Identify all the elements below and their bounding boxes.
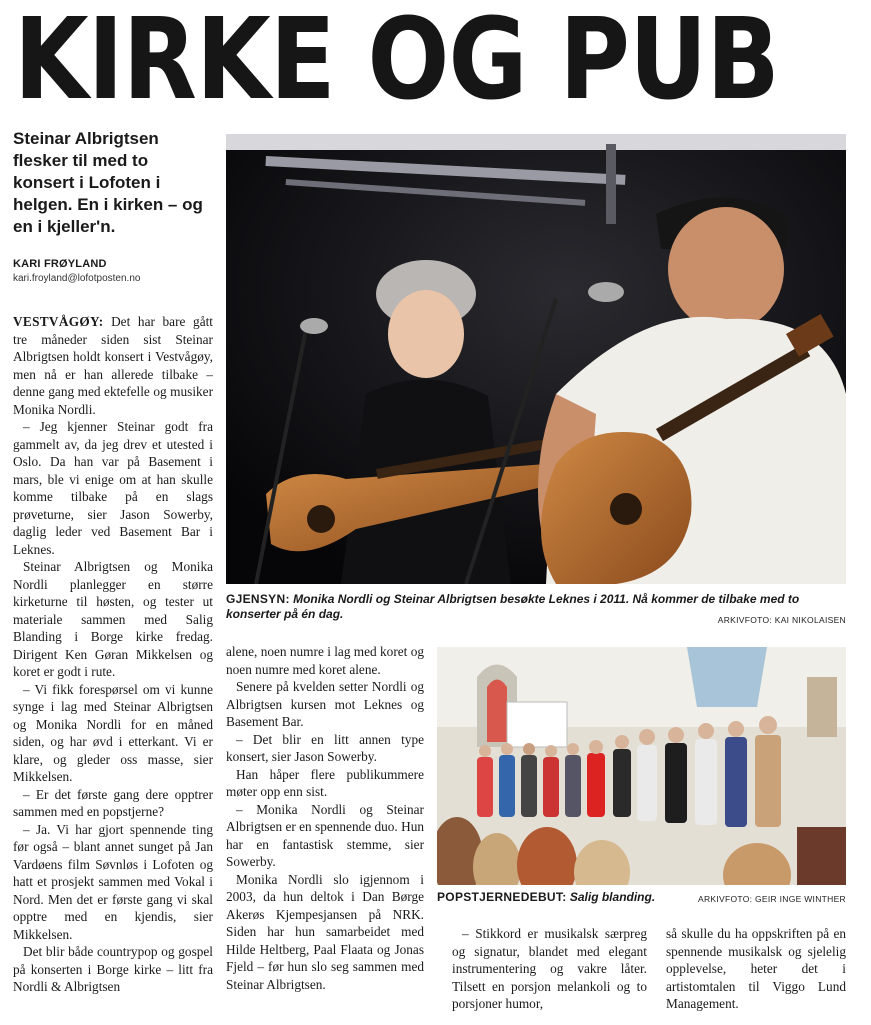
headline: KIRKE OG PUB bbox=[14, 0, 779, 125]
caption-kicker: POPSTJERNEDEBUT: bbox=[437, 890, 567, 904]
body-paragraph: – Monika Nordli og Steinar Albrigtsen er en spennende duo. Hun har en fantastisk stemme, sier Sowerby. bbox=[226, 801, 424, 869]
byline-email[interactable]: kari.froyland@lofotposten.no bbox=[13, 273, 141, 284]
body-paragraph: – Ja. Vi har gjort spennende ting før også – blant annet sunget på Jan Vardøens film Søvnløs i Lofoten og hatt et prosjekt sammen med Vokal i Nord. Men det er første gang vi skal opptre med en kjendis, sier Mikkelsen. bbox=[13, 821, 213, 942]
body-paragraph: – Vi fikk forespørsel om vi kunne synge i lag med Steinar Albrigtsen og Monika Nordli for en måned siden, og har øvd i etterkant. Vi er klare, og gleder oss masse, sier Mikkelsen. bbox=[13, 681, 213, 784]
caption-text: Salig blanding. bbox=[569, 890, 656, 904]
body-paragraph: – Er det første gang dere opptrer sammen med en popstjerne? bbox=[13, 786, 213, 819]
body-paragraph: Monika Nordli slo igjennom i 2003, da hun deltok i Dan Børge Akerøs Kjempesjansen på NRK. Siden har hun samarbeidet med Hilde Heltberg, Paal Flaata og Jonas Fjeld – før hun slo seg sammen med Steinar Albrigtsen. bbox=[226, 871, 424, 992]
byline-author: KARI FRØYLAND bbox=[13, 258, 107, 270]
photo-credit: ARKIVFOTO: KAI NIKOLAISEN bbox=[717, 615, 846, 625]
body-paragraph: VESTVÅGØY: Det har bare gått tre måneder siden sist Steinar Albrigtsen holdt konsert i Vestvågøy, men nå er han allerede tilbake – denne gang med ektefelle og musiker Monika Nordli. bbox=[13, 314, 213, 417]
body-paragraph: så skulle du ha oppskriften på en spennende musikalsk og sjelelig opplevelse, heter det i artistomtalen til Viggo Lund Management. bbox=[666, 926, 846, 1011]
article-column-3 bbox=[452, 925, 647, 1017]
lead-paragraph: Steinar Albrigtsen flesker til med to konsert i Lofoten i helgen. En i kirken – og en i kjeller'n. bbox=[13, 129, 203, 236]
body-paragraph: Han håper flere publikummere møter opp enn sist. bbox=[226, 766, 424, 799]
body-paragraph: – Stikkord er musikalsk særpreg og signatur, blandet med elegant instrumentering og vakre låter. Tilsett en porsjon melankoli og to porsjoner humor, bbox=[452, 926, 647, 1011]
dateline: VESTVÅGØY: bbox=[13, 314, 104, 329]
body-paragraph: Steinar Albrigtsen og Monika Nordli planlegger en større kirketurne til høsten, og tester ut materiale sammen med Salig Blanding i Borge kirke fredag. Dirigent Ken Gøran Mikkelsen og koret er godt i rute. bbox=[13, 559, 213, 679]
article-column-4 bbox=[666, 925, 846, 1017]
caption-kicker: GJENSYN: bbox=[226, 592, 290, 606]
concert-photo bbox=[226, 134, 846, 584]
body-paragraph: alene, noen numre i lag med koret og noen numre med koret alene. bbox=[226, 644, 424, 677]
body-paragraph: – Jeg kjenner Steinar godt fra gammelt av, da jeg drev et utested i Oslo. Da han var på Basement i mars, ble vi enige om at han skulle komme tilbake på en slags prøveturne, sier Jason Sowerby, daglig leder ved Basement Bar i Leknes. bbox=[13, 419, 213, 557]
body-paragraph: Senere på kvelden setter Nordli og Albrigtsen kursen mot Leknes og Basement Bar. bbox=[226, 679, 424, 729]
article-column-2 bbox=[226, 643, 424, 1013]
choir-photo bbox=[437, 647, 846, 885]
photo-credit: ARKIVFOTO: GEIR INGE WINTHER bbox=[697, 894, 846, 904]
article-column-1 bbox=[13, 313, 213, 1013]
caption-text: Monika Nordli og Steinar Albrigtsen besøkte Leknes i 2011. Nå kommer de tilbake med to konserter på én dag. bbox=[226, 592, 800, 621]
body-paragraph: Det blir både countrypop og gospel på konserten i Borge kirke – litt fra Nordli & Albrigtsen bbox=[13, 944, 213, 994]
body-paragraph: – Det blir en litt annen type konsert, sier Jason Sowerby. bbox=[226, 731, 424, 764]
